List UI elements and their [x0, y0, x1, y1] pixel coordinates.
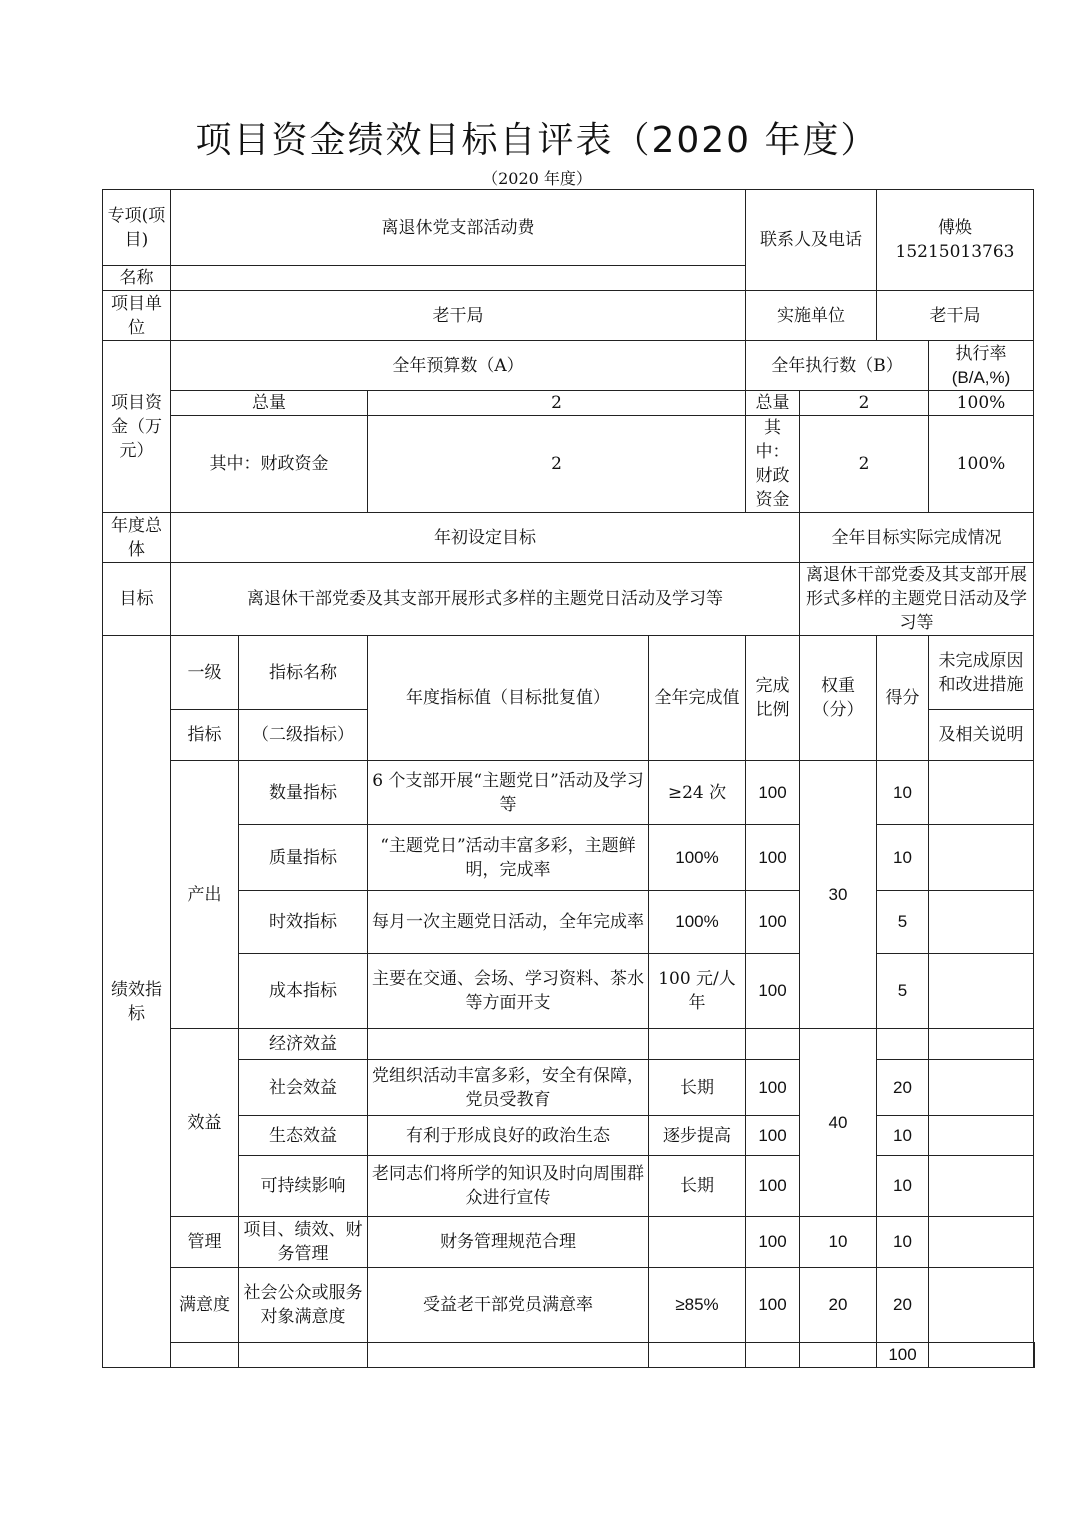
management-group-label: 管理 [171, 1217, 239, 1268]
economic-target [368, 1029, 649, 1060]
project-name-filler [171, 266, 746, 291]
funds-label: 项目资金（万元） [103, 341, 171, 513]
initial-goal-value: 离退休干部党委及其支部开展形式多样的主题党日活动及学习等 [171, 563, 800, 636]
cost-name: 成本指标 [239, 954, 368, 1029]
quality-target: “主题党日”活动丰富多彩，主题鲜明，完成率 [368, 825, 649, 891]
satisfaction-score: 20 [877, 1268, 929, 1343]
level1-header: 一级 [171, 636, 239, 710]
page-title: 项目资金绩效目标自评表（2020 年度） [195, 120, 879, 161]
ecological-ratio: 100 [746, 1116, 800, 1156]
weight-header: 权重（分） [800, 636, 877, 761]
timeliness-target: 每月一次主题党日活动，全年完成率 [368, 891, 649, 954]
total-label-2: 总量 [746, 391, 800, 416]
social-value: 长期 [649, 1060, 746, 1116]
quality-ratio: 100 [746, 825, 800, 891]
initial-goal-header: 年初设定目标 [171, 513, 800, 563]
management-ratio: 100 [746, 1217, 800, 1268]
satisfaction-target: 受益老干部党员满意率 [368, 1268, 649, 1343]
sustainable-score: 10 [877, 1156, 929, 1217]
sustainable-reason [929, 1156, 1034, 1217]
ecological-target: 有利于形成良好的政治生态 [368, 1116, 649, 1156]
total-label: 总量 [171, 391, 368, 416]
actual-goal-value: 离退休干部党委及其支部开展形式多样的主题党日活动及学习等 [800, 563, 1034, 636]
completion-ratio-header: 完成比例 [746, 636, 800, 761]
cost-score: 5 [877, 954, 929, 1029]
fiscal-rate: 100% [929, 416, 1034, 513]
quantity-value: ≥24 次 [649, 761, 746, 825]
fiscal-label: 其中：财政资金 [171, 416, 368, 513]
economic-ratio [746, 1029, 800, 1060]
cost-target: 主要在交通、会场、学习资料、茶水等方面开支 [368, 954, 649, 1029]
impl-unit-value: 老干局 [877, 291, 1034, 341]
sustainable-value: 长期 [649, 1156, 746, 1217]
budget-header: 全年预算数（A） [171, 341, 746, 391]
total-exec: 2 [800, 391, 929, 416]
management-reason [929, 1217, 1034, 1268]
sustainable-ratio: 100 [746, 1156, 800, 1217]
satisfaction-value: ≥85% [649, 1268, 746, 1343]
total-row-cell [800, 1343, 877, 1368]
score-header: 得分 [877, 636, 929, 761]
project-name-label-2: 名称 [103, 266, 171, 291]
annual-overall-label: 年度总体 [103, 513, 171, 563]
timeliness-score: 5 [877, 891, 929, 954]
economic-reason [929, 1029, 1034, 1060]
total-row-cell [171, 1343, 239, 1368]
benefit-weight: 40 [800, 1029, 877, 1217]
executed-header: 全年执行数（B） [746, 341, 929, 391]
fiscal-exec: 2 [800, 416, 929, 513]
economic-value [649, 1029, 746, 1060]
total-row-cell [239, 1343, 368, 1368]
project-name-value: 离退休党支部活动费 [171, 190, 746, 266]
social-target: 党组织活动丰富多彩，安全有保障，党员受教育 [368, 1060, 649, 1116]
contact-label: 联系人及电话 [746, 190, 877, 291]
cost-value: 100 元/人年 [649, 954, 746, 1029]
total-row-cell [929, 1343, 1034, 1368]
timeliness-reason [929, 891, 1034, 954]
quantity-reason [929, 761, 1034, 825]
output-weight: 30 [800, 761, 877, 1029]
management-name: 项目、绩效、财务管理 [239, 1217, 368, 1268]
total-row-cell [1034, 1343, 1035, 1368]
annual-value-header: 年度指标值（目标批复值） [368, 636, 649, 761]
satisfaction-name: 社会公众或服务对象满意度 [239, 1268, 368, 1343]
full-year-value-header: 全年完成值 [649, 636, 746, 761]
performance-label: 绩效指标 [103, 636, 171, 1368]
satisfaction-weight: 20 [800, 1268, 877, 1343]
total-budget: 2 [368, 391, 746, 416]
satisfaction-group-label: 满意度 [171, 1268, 239, 1343]
reason-header: 未完成原因和改进措施 [929, 636, 1034, 710]
ecological-value: 逐步提高 [649, 1116, 746, 1156]
social-score: 20 [877, 1060, 929, 1116]
social-ratio: 100 [746, 1060, 800, 1116]
quality-name: 质量指标 [239, 825, 368, 891]
cost-reason [929, 954, 1034, 1029]
economic-score [877, 1029, 929, 1060]
impl-unit-label: 实施单位 [746, 291, 877, 341]
quantity-name: 数量指标 [239, 761, 368, 825]
indicator-name-header: 指标名称 [239, 636, 368, 710]
contact-value: 傅焕 15215013763 [877, 190, 1034, 291]
reason-header-2: 及相关说明 [929, 710, 1034, 761]
page-subtitle: （2020 年度） [482, 169, 592, 188]
output-group-label: 产出 [171, 761, 239, 1029]
total-row-cell [746, 1343, 800, 1368]
management-weight: 10 [800, 1217, 877, 1268]
fiscal-label-2: 其中：财政资金 [746, 416, 800, 513]
actual-goal-header: 全年目标实际完成情况 [800, 513, 1034, 563]
fiscal-budget: 2 [368, 416, 746, 513]
indicator-name-header-2: （二级指标） [239, 710, 368, 761]
quality-score: 10 [877, 825, 929, 891]
total-row-cell [649, 1343, 746, 1368]
exec-rate-header: 执行率(B/A,%) [929, 341, 1034, 391]
ecological-score: 10 [877, 1116, 929, 1156]
performance-table [102, 189, 1035, 1368]
total-rate: 100% [929, 391, 1034, 416]
quantity-ratio: 100 [746, 761, 800, 825]
quality-value: 100% [649, 825, 746, 891]
quantity-target: 6 个支部开展“主题党日”活动及学习等 [368, 761, 649, 825]
quality-reason [929, 825, 1034, 891]
cost-ratio: 100 [746, 954, 800, 1029]
ecological-reason [929, 1116, 1034, 1156]
total-row-cell [368, 1343, 649, 1368]
sustainable-target: 老同志们将所学的知识及时向周围群众进行宣传 [368, 1156, 649, 1217]
timeliness-value: 100% [649, 891, 746, 954]
timeliness-ratio: 100 [746, 891, 800, 954]
management-value [649, 1217, 746, 1268]
sustainable-name: 可持续影响 [239, 1156, 368, 1217]
quantity-score: 10 [877, 761, 929, 825]
social-name: 社会效益 [239, 1060, 368, 1116]
total-weight: 100 [877, 1343, 929, 1368]
social-reason [929, 1060, 1034, 1116]
benefit-group-label: 效益 [171, 1029, 239, 1217]
level1-header-2: 指标 [171, 710, 239, 761]
satisfaction-reason [929, 1268, 1034, 1343]
timeliness-name: 时效指标 [239, 891, 368, 954]
management-score: 10 [877, 1217, 929, 1268]
economic-name: 经济效益 [239, 1029, 368, 1060]
unit-value: 老干局 [171, 291, 746, 341]
management-target: 财务管理规范合理 [368, 1217, 649, 1268]
project-name-label: 专项(项目) [103, 190, 171, 266]
ecological-name: 生态效益 [239, 1116, 368, 1156]
goal-label: 目标 [103, 563, 171, 636]
satisfaction-ratio: 100 [746, 1268, 800, 1343]
unit-label: 项目单位 [103, 291, 171, 341]
